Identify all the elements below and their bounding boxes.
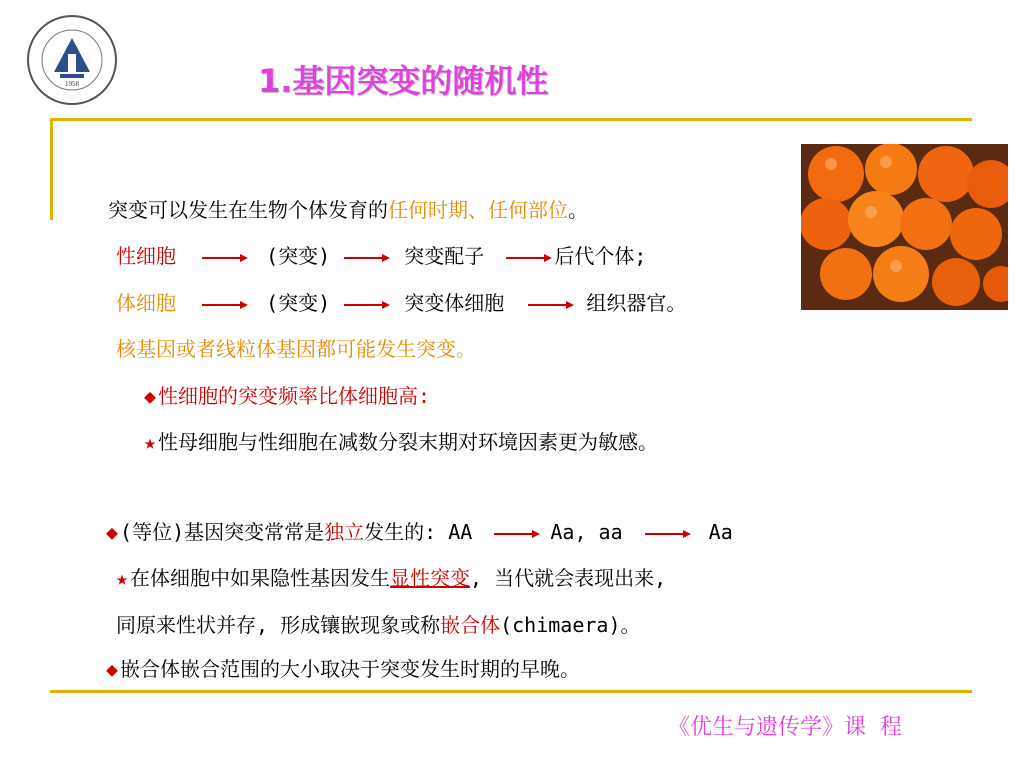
line7-highlight: 独立	[324, 520, 365, 544]
arrow-icon	[506, 253, 552, 263]
mutant-somatic-label: 突变体细胞	[404, 291, 505, 315]
arrow-icon	[344, 300, 390, 310]
arrow-icon	[202, 253, 248, 263]
line8-text-c: , 当代就会表现出来,	[470, 566, 667, 590]
text-line-10	[106, 656, 580, 682]
text-line-2	[116, 243, 646, 269]
line9-text-c: (chimaera)。	[500, 613, 641, 637]
diamond-bullet-icon: ◆	[106, 657, 119, 681]
course-footer: 《优生与遗传学》课 程	[668, 715, 902, 740]
diamond-bullet-icon: ◆	[144, 384, 157, 408]
somatic-cell-label: 体细胞	[116, 291, 176, 315]
line7-text-e: Aa	[708, 520, 733, 544]
arrow-icon	[202, 300, 248, 310]
line8-highlight: 显性突变	[390, 566, 471, 590]
line10-text: 嵌合体嵌合范围的大小取决于突变发生时期的早晚。	[120, 657, 581, 681]
arrow-icon	[528, 300, 574, 310]
line9-text-a: 同原来性状并存, 形成镶嵌现象或称	[116, 613, 441, 637]
text-line-4: 核基因或者线粒体基因都可能发生突变。	[116, 337, 476, 361]
mutant-gamete-label: 突变配子	[404, 244, 485, 268]
star-bullet-icon: ★	[116, 566, 129, 590]
logo-year: 1958	[65, 80, 79, 88]
text-line-8	[116, 565, 666, 591]
oranges-photo	[801, 144, 1008, 310]
text-line-1	[108, 197, 588, 223]
line1-text: 突变可以发生在生物个体发育的	[108, 198, 388, 222]
line9-highlight: 嵌合体	[440, 613, 501, 637]
line5-text: 性细胞的突变频率比体细胞高:	[158, 384, 431, 408]
slide-title: 1.基因突变的随机性	[258, 62, 549, 100]
germ-cell-label: 性细胞	[116, 244, 176, 268]
line8-text-a: 在体细胞中如果隐性基因发生	[130, 566, 391, 590]
line7-text-c: 发生的: AA	[364, 520, 473, 544]
arrow-icon	[344, 253, 390, 263]
diamond-bullet-icon: ◆	[106, 520, 119, 544]
line6-text: 性母细胞与性细胞在减数分裂末期对环境因素更为敏感。	[158, 430, 659, 454]
top-rule	[50, 118, 972, 121]
line7-text-d: Aa, aa	[550, 520, 623, 544]
star-bullet-icon: ★	[144, 430, 157, 454]
mutation-label: (突变)	[266, 244, 331, 268]
text-line-3	[116, 290, 686, 316]
text-line-9	[116, 612, 641, 638]
arrow-icon	[645, 529, 691, 539]
line1-highlight: 任何时期、任何部位	[388, 198, 568, 222]
offspring-label: 后代个体;	[554, 244, 647, 268]
bottom-rule	[50, 690, 972, 693]
arrow-icon	[494, 529, 540, 539]
text-line-5	[144, 383, 430, 409]
text-line-6	[144, 429, 658, 455]
text-line-7	[106, 519, 733, 545]
left-rule	[50, 118, 53, 220]
line1-end: 。	[568, 198, 588, 222]
line7-text-a: (等位)基因突变常常是	[120, 520, 325, 544]
mutation-label: (突变)	[266, 291, 331, 315]
college-logo	[26, 14, 118, 106]
tissue-label: 组织器官。	[586, 291, 687, 315]
